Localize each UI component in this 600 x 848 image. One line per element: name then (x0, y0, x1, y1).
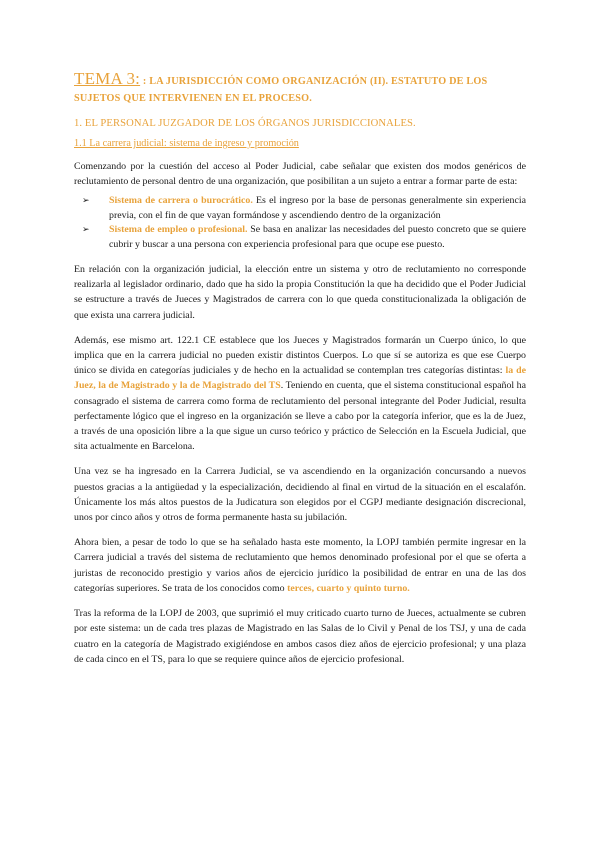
turnos-highlight: terces, cuarto y quinto turno. (287, 582, 410, 594)
section-heading: 1. EL PERSONAL JUZGADOR DE LOS ÓRGANOS JURISDICCIONALES. (74, 118, 416, 129)
bullet-text: Es el ingreso por la base de personas generalmente sin experiencia previa, con el fin de que vayan formándose y ascendiendo dentro de la organización (109, 195, 526, 221)
title-rest: : LA JURISDICCIÓN COMO ORGANIZACIÓN (II). ESTATUTO DE LOS SUJETOS QUE INTERVIENEN EN EL PROCESO. (74, 76, 488, 104)
paragraph-4: Una vez se ha ingresado en la Carrera Judicial, se va ascendiendo en la organización concursando a nuevos puestos gracias a la antigüedad y la especialización, decidiendo al final en virtud de la situación en el escalafón. Únicamente los más altos puestos de la Judicatura son elegidos por el CGPJ mediante designación discrecional, unos por cinco años y otros de forma permanente hasta su jubilación. (74, 466, 526, 524)
bullet-list (74, 194, 526, 252)
paragraph-5-before: Ahora bien, a pesar de todo lo que se ha señalado hasta este momento, la LOPJ también permite ingresar en la Carrera judicial a través del sistema de reclutamiento que hemos denominado profesional por el que se oferta a juristas de reconocido prestigio y varios años de ejercicio jurídico la posibilidad de entrar en una de las dos categorías superiores. Se trata de los conocidos como (74, 537, 526, 594)
paragraph-2: En relación con la organización judicial, la elección entre un sistema y otro de reclutamiento no corresponde realizarla al legislador ordinario, dado que ha sido la propia Constitución la que ha decidido que el Poder Judicial se estructure a través de Jueces y Magistrados de carrera con lo que queda constitucionalizada la obligación de que exista una carrera judicial. (74, 264, 526, 321)
categories-highlight: la de Juez, la de Magistrado y la de Magistrado del TS (74, 365, 526, 392)
bullet-text: Se basa en analizar las necesidades del puesto concreto que se quiere cubrir y buscar a una persona con experiencia profesional para que ocupe ese puesto. (109, 224, 526, 250)
subsection-heading: 1.1 La carrera judicial: sistema de ingreso y promoción (74, 138, 299, 149)
paragraph-3-before: Además, ese mismo art. 122.1 CE establece que los Jueces y Magistrados formarán un Cuerpo único, lo que implica que en la carrera judicial no pueden existir distintos Cuerpos. Lo que sí se autoriza es que ese Cuerpo único se divida en categorías judiciales y de hecho en la actualidad se contemplan tres categorías distintas: (74, 334, 526, 377)
paragraph-3-after: . Teniendo en cuenta, que el sistema constitucional español ha consagrado el sistema de carrera como forma de reclutamiento del personal integrante del Poder Judicial, resulta perfectamente lógico que el ingreso en la organización se lleve a cabo por la categoría inferior, que es la de Juez, a través de una oposición libre a la que sigue un curso teórico y práctico de Selección en la Escuela Judicial, que sita actualmente en Barcelona. (74, 380, 526, 453)
arrow-bullet-icon: ➢ (82, 225, 90, 236)
arrow-bullet-icon: ➢ (82, 196, 90, 207)
title-tema: TEMA 3: (74, 69, 141, 88)
page-title (74, 70, 526, 107)
list-item (74, 194, 526, 223)
bullet-label: Sistema de empleo o profesional. (109, 224, 248, 236)
list-item (74, 223, 526, 252)
bullet-label: Sistema de carrera o burocrático. (109, 195, 253, 207)
paragraph-5 (74, 535, 526, 596)
paragraph-3 (74, 333, 526, 455)
paragraph-6: Tras la reforma de la LOPJ de 2003, que suprimió el muy criticado cuarto turno de Jueces, actualmente se cubren por este sistema: un de cada tres plazas de Magistrado en las Salas de lo Civil y Penal de los TSJ, y una de cada cuatro en la categoría de Magistrado exigiéndose en ambos casos diez años de ejercicio profesional; y una plaza de cada cinco en el TS, para lo que se requiere quince años de ejercicio profesional. (74, 608, 526, 665)
paragraph-1: Comenzando por la cuestión del acceso al Poder Judicial, cabe señalar que existen dos modos genéricos de reclutamiento de personal dentro de una organización, que posibilitan a un sujeto a entrar a formar parte de esta: (74, 161, 526, 188)
